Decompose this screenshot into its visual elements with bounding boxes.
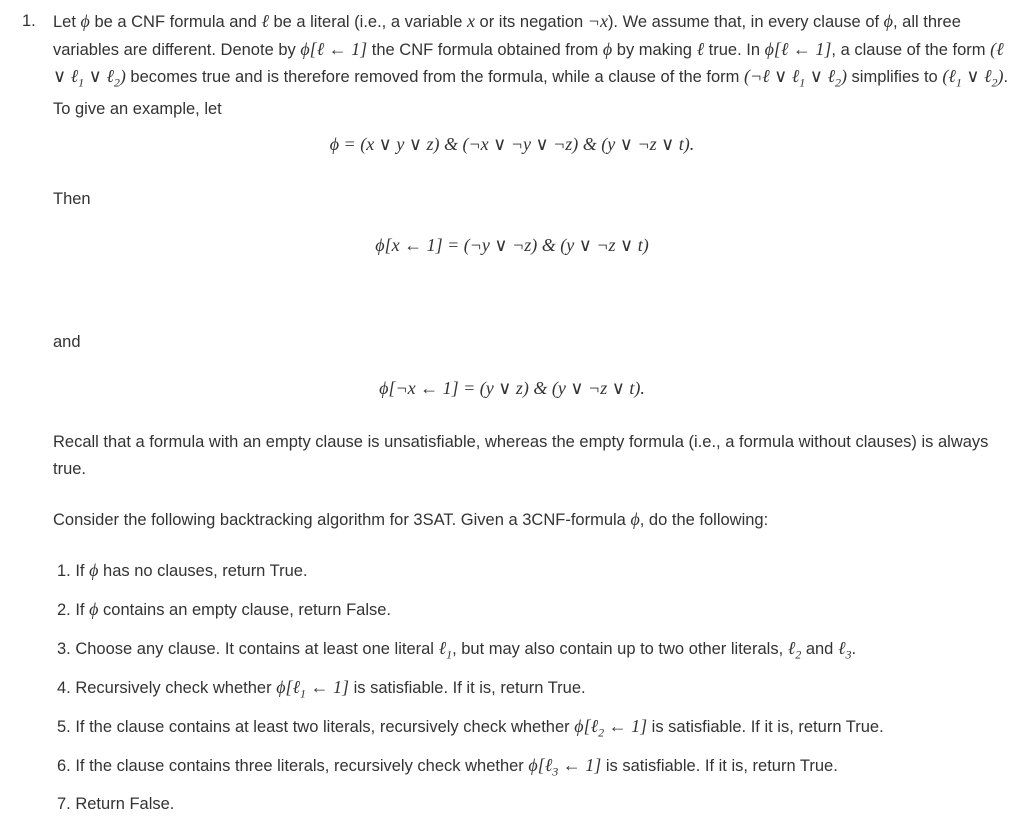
intro-paragraph: Let ϕ be a CNF formula and ℓ be a literal (i.e., a variable x or its negation ¬x). We assume that, in every clause of ϕ, all three variables are different. Denote by ϕ[ℓ ← 1] the CNF formula obtained from ϕ by making ℓ true. In ϕ[ℓ ← 1], a clause of the form (ℓ ∨ ℓ$_1$ ∨ ℓ$_2$) becomes true and is therefore removed from the formula, while a clause of the form (¬ℓ ∨ ℓ$_1$ ∨ ℓ$_2$) simplifies to (ℓ$_1$ ∨ ℓ$_2$). To give an example, let xyxy=(53,11,1009,119)
recall-paragraph: Recall that a formula with an empty clause is unsatisfiable, whereas the empty formula (i.e., a formula without clauses) is always true. xyxy=(53,433,989,478)
then-label: Then xyxy=(53,190,91,208)
formula-phi: ϕ = (x ∨ y ∨ z) & (¬x ∨ ¬y ∨ ¬z) & (y ∨ ¬z ∨ t). xyxy=(329,134,695,154)
formula-x-true: ϕ[x ← 1] = (¬y ∨ ¬z) & (y ∨ ¬z ∨ t) xyxy=(375,235,649,255)
step-7: 7. Return False. xyxy=(57,795,175,813)
step-1: 1. If ϕ has no clauses, return True. xyxy=(57,560,308,580)
step-2: 2. If ϕ contains an empty clause, return False. xyxy=(57,599,391,619)
step-6: 6. If the clause contains three literals, recursively check whether ϕ[ℓ$_3$ ← 1] is satisfiable. If it is, return True. xyxy=(57,755,838,779)
formula-negx-true: ϕ[¬x ← 1] = (y ∨ z) & (y ∨ ¬z ∨ t). xyxy=(379,378,645,398)
step-4: 4. Recursively check whether ϕ[ℓ$_1$ ← 1] is satisfiable. If it is, return True. xyxy=(57,677,586,701)
consider-paragraph: Consider the following backtracking algorithm for 3SAT. Given a 3CNF-formula ϕ, do the following: xyxy=(53,509,769,529)
step-5: 5. If the clause contains at least two literals, recursively check whether ϕ[ℓ$_2$ ← 1] is satisfiable. If it is, return True. xyxy=(57,716,884,740)
and-label: and xyxy=(53,333,81,351)
step-3: 3. Choose any clause. It contains at least one literal ℓ$_1$, but may also contain up to two other literals, ℓ$_2$ and ℓ$_3$. xyxy=(57,638,857,662)
list-item-number: 1. xyxy=(22,12,36,30)
